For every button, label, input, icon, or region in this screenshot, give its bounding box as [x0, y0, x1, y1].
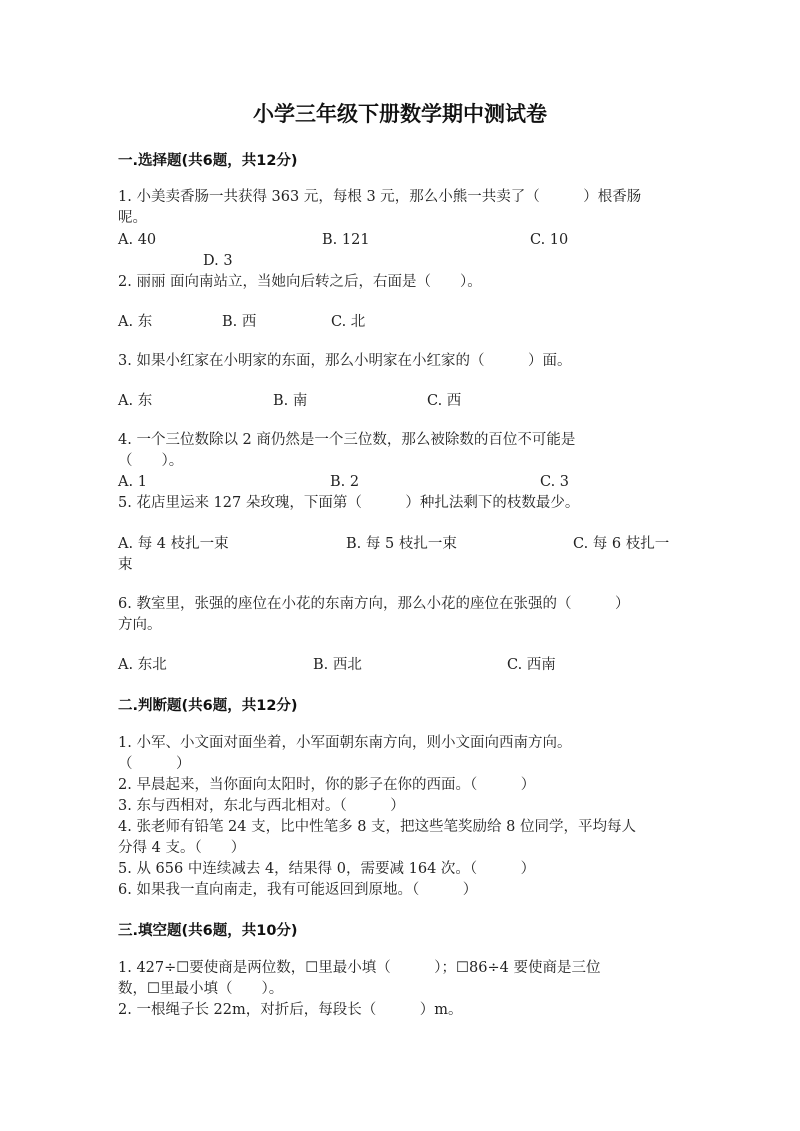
option-c: C. 每 6 枝扎一 — [573, 536, 670, 552]
option-b: B. 南 — [273, 393, 308, 409]
section-heading-choice: 一.选择题(共6题，共12分) — [118, 153, 298, 169]
question-text: 分得 4 支。（ ） — [118, 840, 246, 856]
option-c-wrap: 束 — [118, 557, 133, 573]
option-b: B. 2 — [330, 474, 360, 490]
question-text: 3. 东与西相对，东北与西北相对。（ ） — [118, 798, 405, 814]
question-text: 6. 教室里，张强的座位在小花的东南方向，那么小花的座位在张强的（ ） — [118, 596, 630, 612]
option-b: B. 每 5 枝扎一束 — [346, 536, 457, 552]
option-b: B. 西 — [222, 314, 257, 330]
question-text: 6. 如果我一直向南走，我有可能返回到原地。（ ） — [118, 882, 478, 898]
question-text: 4. 一个三位数除以 2 商仍然是一个三位数，那么被除数的百位不可能是 — [118, 432, 576, 448]
question-text: 呢。 — [118, 210, 147, 226]
option-a: A. 1 — [118, 474, 147, 490]
page-title: 小学三年级下册数学期中测试卷 — [253, 102, 547, 126]
question-text: 1. 小美卖香肠一共获得 363 元，每根 3 元，那么小熊一共卖了（ ）根香肠 — [118, 189, 642, 205]
option-a: A. 东 — [118, 314, 153, 330]
option-d: D. 3 — [203, 253, 233, 269]
option-c: C. 西 — [427, 393, 462, 409]
question-text: （ ）。 — [118, 453, 184, 469]
question-text: 5. 从 656 中连续减去 4，结果得 0，需要减 164 次。（ ） — [118, 861, 536, 877]
question-text: 1. 小军、小文面对面坐着，小军面朝东南方向，则小文面向西南方向。 — [118, 735, 572, 751]
option-c: C. 3 — [540, 474, 570, 490]
question-text: 2. 丽丽 面向南站立，当她向后转之后，右面是（ ）。 — [118, 274, 482, 290]
option-c: C. 西南 — [507, 657, 556, 673]
option-a: A. 40 — [118, 232, 157, 248]
section-heading-judgement: 二.判断题(共6题，共12分) — [118, 698, 298, 714]
question-text: 2. 一根绳子长 22m，对折后，每段长（ ）m。 — [118, 1002, 463, 1018]
option-a: A. 东 — [118, 393, 153, 409]
question-text: 数，☐里最小填（ ）。 — [118, 981, 284, 997]
question-text: 4. 张老师有铅笔 24 支，比中性笔多 8 支，把这些笔奖励给 8 位同学，平均每人 — [118, 819, 636, 835]
option-c: C. 10 — [530, 232, 569, 248]
option-b: B. 121 — [322, 232, 370, 248]
section-heading-fill: 三.填空题(共6题，共10分) — [118, 923, 298, 939]
option-a: A. 东北 — [118, 657, 167, 673]
question-text: 1. 427÷☐要使商是两位数，☐里最小填（ ）；☐86÷4 要使商是三位 — [118, 960, 601, 976]
question-text: 3. 如果小红家在小明家的东面，那么小明家在小红家的（ ）面。 — [118, 353, 572, 369]
option-a: A. 每 4 枝扎一束 — [118, 536, 229, 552]
question-text: 2. 早晨起来，当你面向太阳时，你的影子在你的西面。（ ） — [118, 777, 536, 793]
option-b: B. 西北 — [313, 657, 362, 673]
question-text: 方向。 — [118, 617, 162, 633]
question-text: 5. 花店里运来 127 朵玫瑰，下面第（ ）种扎法剩下的枝数最少。 — [118, 495, 580, 511]
option-c: C. 北 — [331, 314, 366, 330]
question-text: （ ） — [118, 756, 191, 772]
